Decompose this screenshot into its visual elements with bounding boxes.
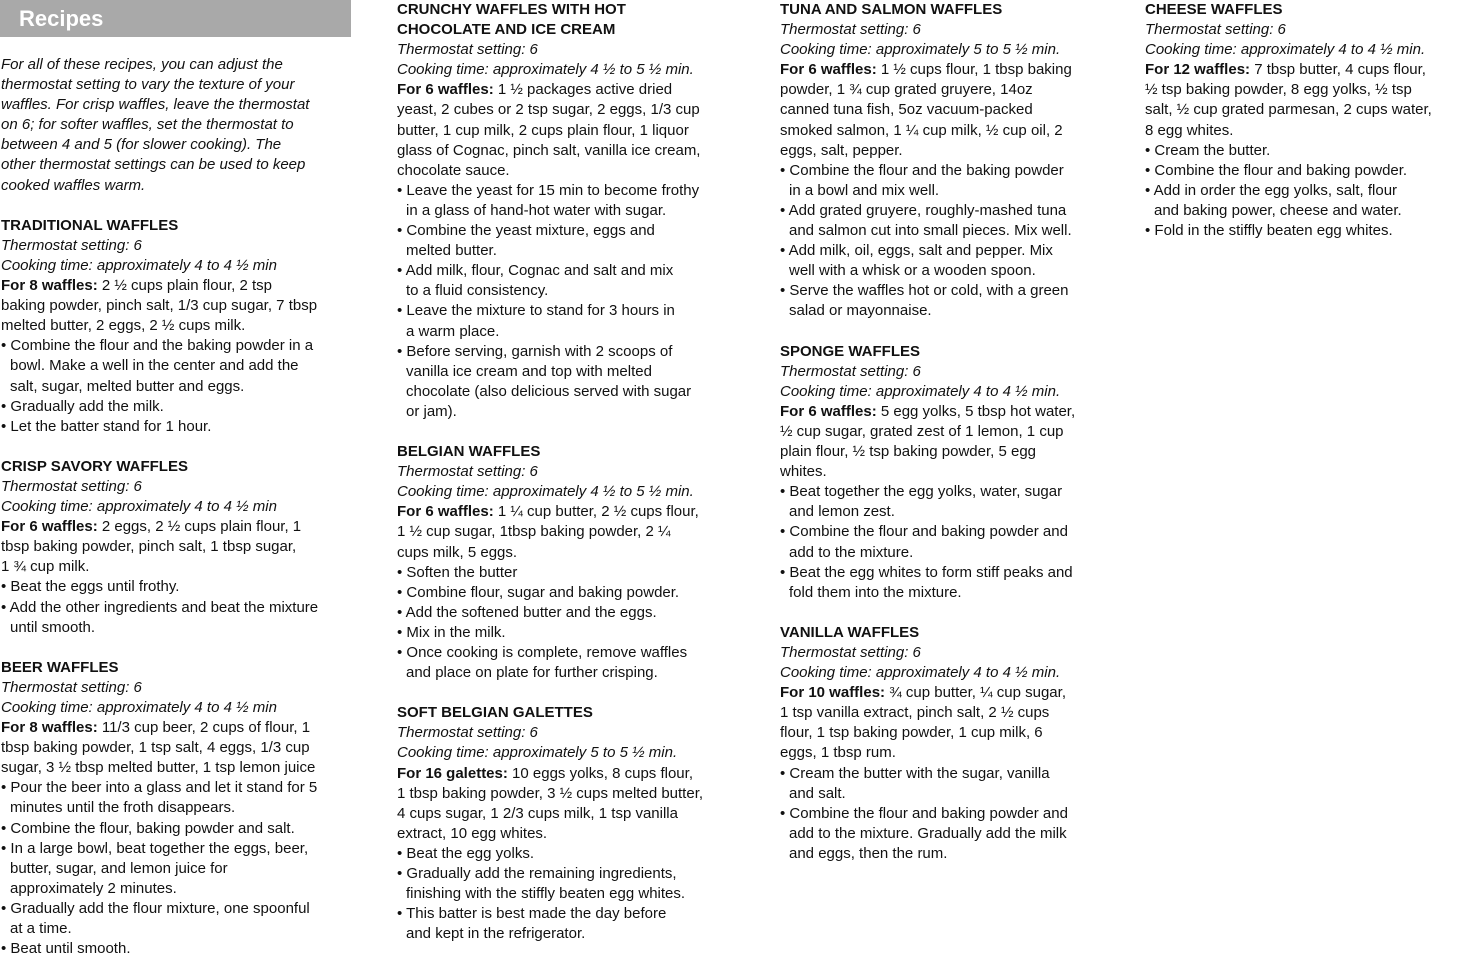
thermostat-setting: Thermostat setting: 6: [780, 644, 921, 661]
recipe-title: SPONGE WAFFLES: [780, 342, 921, 360]
ingredients-text: 1 ½ packages active dried yeast, 2 cubes or 2 tsp sugar, 2 eggs, 1/3 cup butter, 1 cup milk, 2 cups plain flour, 1 liquor glass of Cognac, pinch salt, vanilla ice cream, chocolate sauce.: [397, 81, 701, 179]
recipe-step: • Let the batter stand for 1 hour.: [1, 417, 212, 435]
recipe-title: BELGIAN WAFFLES: [397, 443, 541, 461]
thermostat-setting: Thermostat setting: 6: [1145, 21, 1286, 39]
recipe-step: • Gradually add the flour mixture, one spoonful at a time.: [1, 899, 310, 938]
recipe-title: TRADITIONAL WAFFLES: [1, 216, 179, 234]
yield-label: For 6 waffles:: [780, 402, 877, 420]
yield-label: For 8 waffles:: [1, 719, 98, 737]
yield-label: For 6 waffles:: [780, 61, 877, 79]
cooking-time: Cooking time: approximately 4 to 4 ½ min.: [780, 664, 1061, 682]
ingredients-text: 10 eggs yolks, 8 cups flour, 1 tbsp baking powder, 3 ½ cups melted butter, 4 cups sugar, 1 2/3 cups milk, 1 tsp vanilla extract, 10 egg whites.: [397, 764, 704, 842]
thermostat-setting: Thermostat setting: 6: [397, 41, 538, 59]
ingredients: [397, 764, 747, 844]
yield-label: For 12 waffles:: [1145, 61, 1251, 79]
recipe-crunchy-waffles: [397, 0, 747, 422]
recipe-step: • Serve the waffles hot or cold, with a green salad or mayonnaise.: [780, 282, 1069, 320]
ingredients: [397, 502, 747, 562]
thermostat-setting: Thermostat setting: 6: [780, 21, 921, 39]
recipe-step: • Leave the mixture to stand for 3 hours in a warm place.: [397, 302, 675, 340]
recipe-tuna-salmon-waffles: [780, 0, 1120, 322]
ingredients-text: 1 ¼ cup butter, 2 ½ cups flour, 1 ½ cup sugar, 1tbsp baking powder, 2 ¼ cups milk, 5 eggs.: [397, 503, 699, 561]
ingredients-text: ¾ cup butter, ¼ cup sugar, 1 tsp vanilla extract, pinch salt, 2 ½ cups flour, 1 tsp baking powder, 1 cup milk, 6 eggs, 1 tbsp rum.: [780, 684, 1066, 762]
recipe-sponge-waffles: [780, 342, 1120, 603]
recipe-title: VANILLA WAFFLES: [780, 623, 920, 641]
recipe-traditional-waffles: [1, 216, 361, 437]
recipe-vanilla-waffles: [780, 623, 1120, 864]
ingredients: [1145, 60, 1464, 140]
ingredients: [1, 276, 361, 336]
cooking-time: Cooking time: approximately 4 ½ to 5 ½ min.: [397, 483, 694, 501]
ingredients-text: 5 egg yolks, 5 tbsp hot water, ½ cup sugar, grated zest of 1 lemon, 1 cup plain flour, ½ tsp baking powder, 5 egg whites.: [780, 402, 1076, 481]
recipe-step: • Combine the yeast mixture, eggs and melted butter.: [397, 222, 655, 260]
recipe-step: • Combine the flour and baking powder and add to the mixture. Gradually add the milk and eggs, then the rum.: [780, 804, 1068, 862]
recipe-title: SOFT BELGIAN GALETTES: [397, 704, 593, 722]
ingredients-text: 2 eggs, 2 ½ cups plain flour, 1 tbsp baking powder, pinch salt, 1 tbsp sugar, 1 ¾ cup milk.: [1, 518, 302, 576]
recipe-step: • Beat together the egg yolks, water, sugar and lemon zest.: [780, 483, 1063, 521]
intro-paragraph: For all of these recipes, you can adjust the thermostat setting to vary the texture of your waffles. For crisp waffles, leave the thermostat on 6; for softer waffles, set the thermostat to between 4 and 5 (for slower cooking). The other thermostat settings can be used to keep cooked waffles warm.: [1, 56, 310, 194]
column-2: [397, 0, 747, 944]
recipe-title: CHEESE WAFFLES: [1145, 1, 1283, 18]
thermostat-setting: Thermostat setting: 6: [780, 362, 921, 380]
thermostat-setting: Thermostat setting: 6: [397, 463, 538, 481]
ingredients-text: 11/3 cup beer, 2 cups of flour, 1 tbsp baking powder, 1 tsp salt, 4 eggs, 1/3 cup sugar, 3 ½ tbsp melted butter, 1 tsp lemon juice: [1, 719, 316, 777]
recipe-step: • Pour the beer into a glass and let it stand for 5 minutes until the froth disappears.: [1, 779, 318, 817]
recipe-step: • Add in order the egg yolks, salt, flour and baking power, cheese and water.: [1145, 181, 1402, 219]
recipe-step: • Beat the egg yolks.: [397, 844, 534, 862]
recipe-crisp-savory-waffles: [1, 457, 361, 638]
recipe-step: • Combine the flour and baking powder.: [1145, 161, 1408, 179]
ingredients-text: 2 ½ cups plain flour, 2 tsp baking powder, pinch salt, 1/3 cup sugar, 7 tbsp melted butter, 2 eggs, 2 ½ cups milk.: [1, 277, 318, 335]
ingredients: [780, 683, 1120, 763]
recipe-title: BEER WAFFLES: [1, 658, 119, 676]
recipe-step: • Mix in the milk.: [397, 623, 506, 641]
recipe-step: • Combine the flour and baking powder and add to the mixture.: [780, 523, 1068, 561]
recipe-title: TUNA AND SALMON WAFFLES: [780, 1, 1003, 18]
recipe-step: • Cream the butter.: [1145, 141, 1271, 159]
recipe-title: CRUNCHY WAFFLES WITH HOT CHOCOLATE AND ICE CREAM: [397, 1, 626, 39]
ingredients: [780, 60, 1120, 160]
recipe-step: • Beat the eggs until frothy.: [1, 578, 180, 596]
recipe-step: • Add grated gruyere, roughly-mashed tuna and salmon cut into small pieces. Mix well.: [780, 201, 1072, 240]
recipe-soft-belgian-galettes: [397, 703, 747, 944]
recipe-step: • Add milk, oil, eggs, salt and pepper. Mix well with a whisk or a wooden spoon.: [780, 242, 1053, 280]
recipe-step: • Combine the flour, baking powder and salt.: [1, 819, 295, 837]
ingredients: [397, 80, 747, 180]
recipe-step: • Add the other ingredients and beat the mixture until smooth.: [1, 598, 319, 636]
recipe-step: • In a large bowl, beat together the eggs, beer, butter, sugar, and lemon juice for approximately 2 minutes.: [1, 839, 309, 897]
recipe-step: • Gradually add the remaining ingredients, finishing with the stiffly beaten egg whites.: [397, 865, 686, 903]
thermostat-setting: Thermostat setting: 6: [1, 678, 142, 696]
ingredients: [1, 517, 361, 577]
thermostat-setting: Thermostat setting: 6: [1, 477, 142, 495]
cooking-time: Cooking time: approximately 5 to 5 ½ min.: [780, 41, 1061, 59]
yield-label: For 6 waffles:: [397, 503, 494, 521]
cooking-time: Cooking time: approximately 4 to 4 ½ min: [1, 498, 277, 516]
recipe-step: • Once cooking is complete, remove waffles and place on plate for further crisping.: [397, 644, 688, 682]
recipe-beer-waffles: [1, 658, 361, 959]
recipe-step: • Soften the butter: [397, 563, 518, 581]
cooking-time: Cooking time: approximately 4 to 4 ½ min.: [780, 382, 1061, 400]
recipe-step: • Beat until smooth.: [1, 940, 131, 958]
recipe-cheese-waffles: [1145, 0, 1464, 241]
recipe-step: • Beat the egg whites to form stiff peaks and fold them into the mixture.: [780, 563, 1073, 601]
recipe-step: • This batter is best made the day before and kept in the refrigerator.: [397, 905, 667, 943]
recipe-belgian-waffles: [397, 442, 747, 683]
yield-label: For 10 waffles:: [780, 684, 886, 702]
recipe-step: • Combine the flour and the baking powder in a bowl. Make a well in the center and add the salt, sugar, melted butter and eggs.: [1, 337, 314, 395]
cooking-time: Cooking time: approximately 4 to 4 ½ min: [1, 256, 277, 274]
recipe-step: • Add the softened butter and the eggs.: [397, 603, 657, 621]
recipe-step: • Fold in the stiffly beaten egg whites.: [1145, 222, 1393, 240]
yield-label: For 8 waffles:: [1, 277, 98, 295]
column-3: [780, 0, 1120, 864]
yield-label: For 16 galettes:: [397, 764, 508, 782]
section-banner: Recipes: [0, 0, 351, 37]
thermostat-setting: Thermostat setting: 6: [397, 724, 538, 742]
recipe-step: • Add milk, flour, Cognac and salt and mix to a fluid consistency.: [397, 262, 674, 300]
ingredients-text: 7 tbsp butter, 4 cups flour, ½ tsp baking powder, 8 egg yolks, ½ tsp salt, ½ cup grated parmesan, 2 cups water, 8 egg whites.: [1145, 61, 1432, 139]
cooking-time: Cooking time: approximately 4 to 4 ½ min: [1, 699, 277, 716]
ingredients: [780, 402, 1120, 482]
ingredients-text: 1 ½ cups flour, 1 tbsp baking powder, 1 ¾ cup grated gruyere, 14oz canned tuna fish, 5oz vacuum-packed smoked salmon, 1 ¼ cup milk, ½ cup oil, 2 eggs, salt, pepper.: [780, 61, 1072, 159]
yield-label: For 6 waffles:: [1, 518, 98, 536]
recipe-step: • Cream the butter with the sugar, vanilla and salt.: [780, 764, 1050, 802]
recipe-title: CRISP SAVORY WAFFLES: [1, 457, 188, 475]
yield-label: For 6 waffles:: [397, 81, 494, 99]
cooking-time: Cooking time: approximately 5 to 5 ½ min.: [397, 744, 678, 762]
recipe-step: • Gradually add the milk.: [1, 397, 164, 415]
column-1: [1, 0, 361, 959]
recipe-step: • Before serving, garnish with 2 scoops of vanilla ice cream and top with melted chocolate (also delicious served with sugar or jam).: [397, 342, 692, 420]
recipe-step: • Leave the yeast for 15 min to become frothy in a glass of hand-hot water with sugar.: [397, 181, 700, 219]
cooking-time: Cooking time: approximately 4 to 4 ½ min.: [1145, 41, 1426, 59]
ingredients: [1, 718, 361, 778]
recipe-step: • Combine flour, sugar and baking powder.: [397, 583, 680, 601]
recipe-step: • Combine the flour and the baking powder in a bowl and mix well.: [780, 161, 1064, 199]
thermostat-setting: Thermostat setting: 6: [1, 236, 142, 254]
column-4: [1145, 0, 1464, 241]
cooking-time: Cooking time: approximately 4 ½ to 5 ½ min.: [397, 61, 694, 79]
